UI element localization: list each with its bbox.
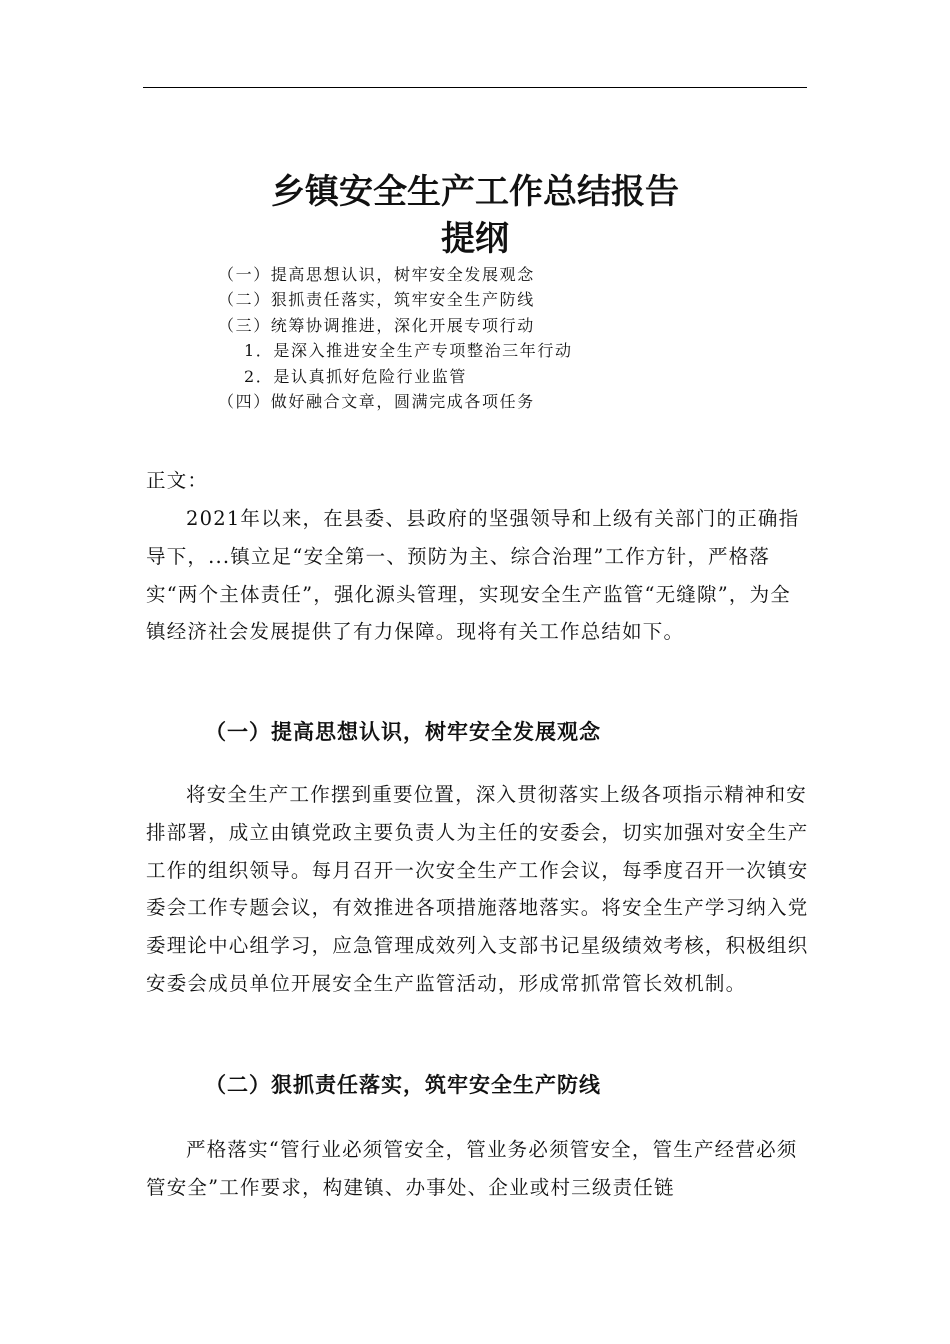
- section-paragraph-1: 将安全生产工作摆到重要位置，深入贯彻落实上级各项指示精神和安排部署，成立由镇党政主要负责人为主任的安委会，切实加强对安全生产工作的组织领导。每月召开一次安全生产工作会议，每季度召开一次镇安委会工作专题会议，有效推进各项措施落地落实。将安全生产学习纳入党委理论中心组学习，应急管理成效列入支部书记星级绩效考核，积极组织安委会成员单位开展安全生产监管活动，形成常抓常管长效机制。: [146, 783, 809, 995]
- section-paragraph-2: 严格落实“管行业必须管安全，管业务必须管安全，管生产经营必须管安全”工作要求，构建镇、办事处、企业或村三级责任链: [146, 1138, 798, 1199]
- section-heading-2: （二）狠抓责任落实，筑牢安全生产防线: [205, 1073, 601, 1097]
- intro-paragraph: 2021年以来，在县委、县政府的坚强领导和上级有关部门的正确指导下，...镇立足“安全第一、预防为主、综合治理”工作方针，严格落实“两个主体责任”，强化源头管理，实现安全生产监管“无缝隙”，为全镇经济社会发展提供了有力保障。现将有关工作总结如下。: [146, 507, 800, 644]
- outline-item: （三）统筹协调推进，深化开展专项行动: [218, 315, 535, 335]
- header-rule: [143, 87, 807, 88]
- outline-list: [218, 262, 573, 414]
- body-label: 正文：: [146, 469, 209, 492]
- section-heading-1: （一）提高思想认识，树牢安全发展观念: [205, 720, 601, 744]
- outline-title: 提纲: [441, 219, 509, 259]
- outline-item: （一）提高思想认识，树牢安全发展观念: [218, 265, 535, 284]
- outline-subitem: 1．是深入推进安全生产专项整治三年行动: [244, 341, 573, 361]
- outline-subitem: 2．是认真抓好危险行业监管: [244, 366, 467, 386]
- outline-item: （四）做好融合文章，圆满完成各项任务: [218, 392, 535, 412]
- document-title: 乡镇安全生产工作总结报告: [271, 172, 679, 212]
- outline-item: （二）狠抓责任落实，筑牢安全生产防线: [218, 290, 535, 310]
